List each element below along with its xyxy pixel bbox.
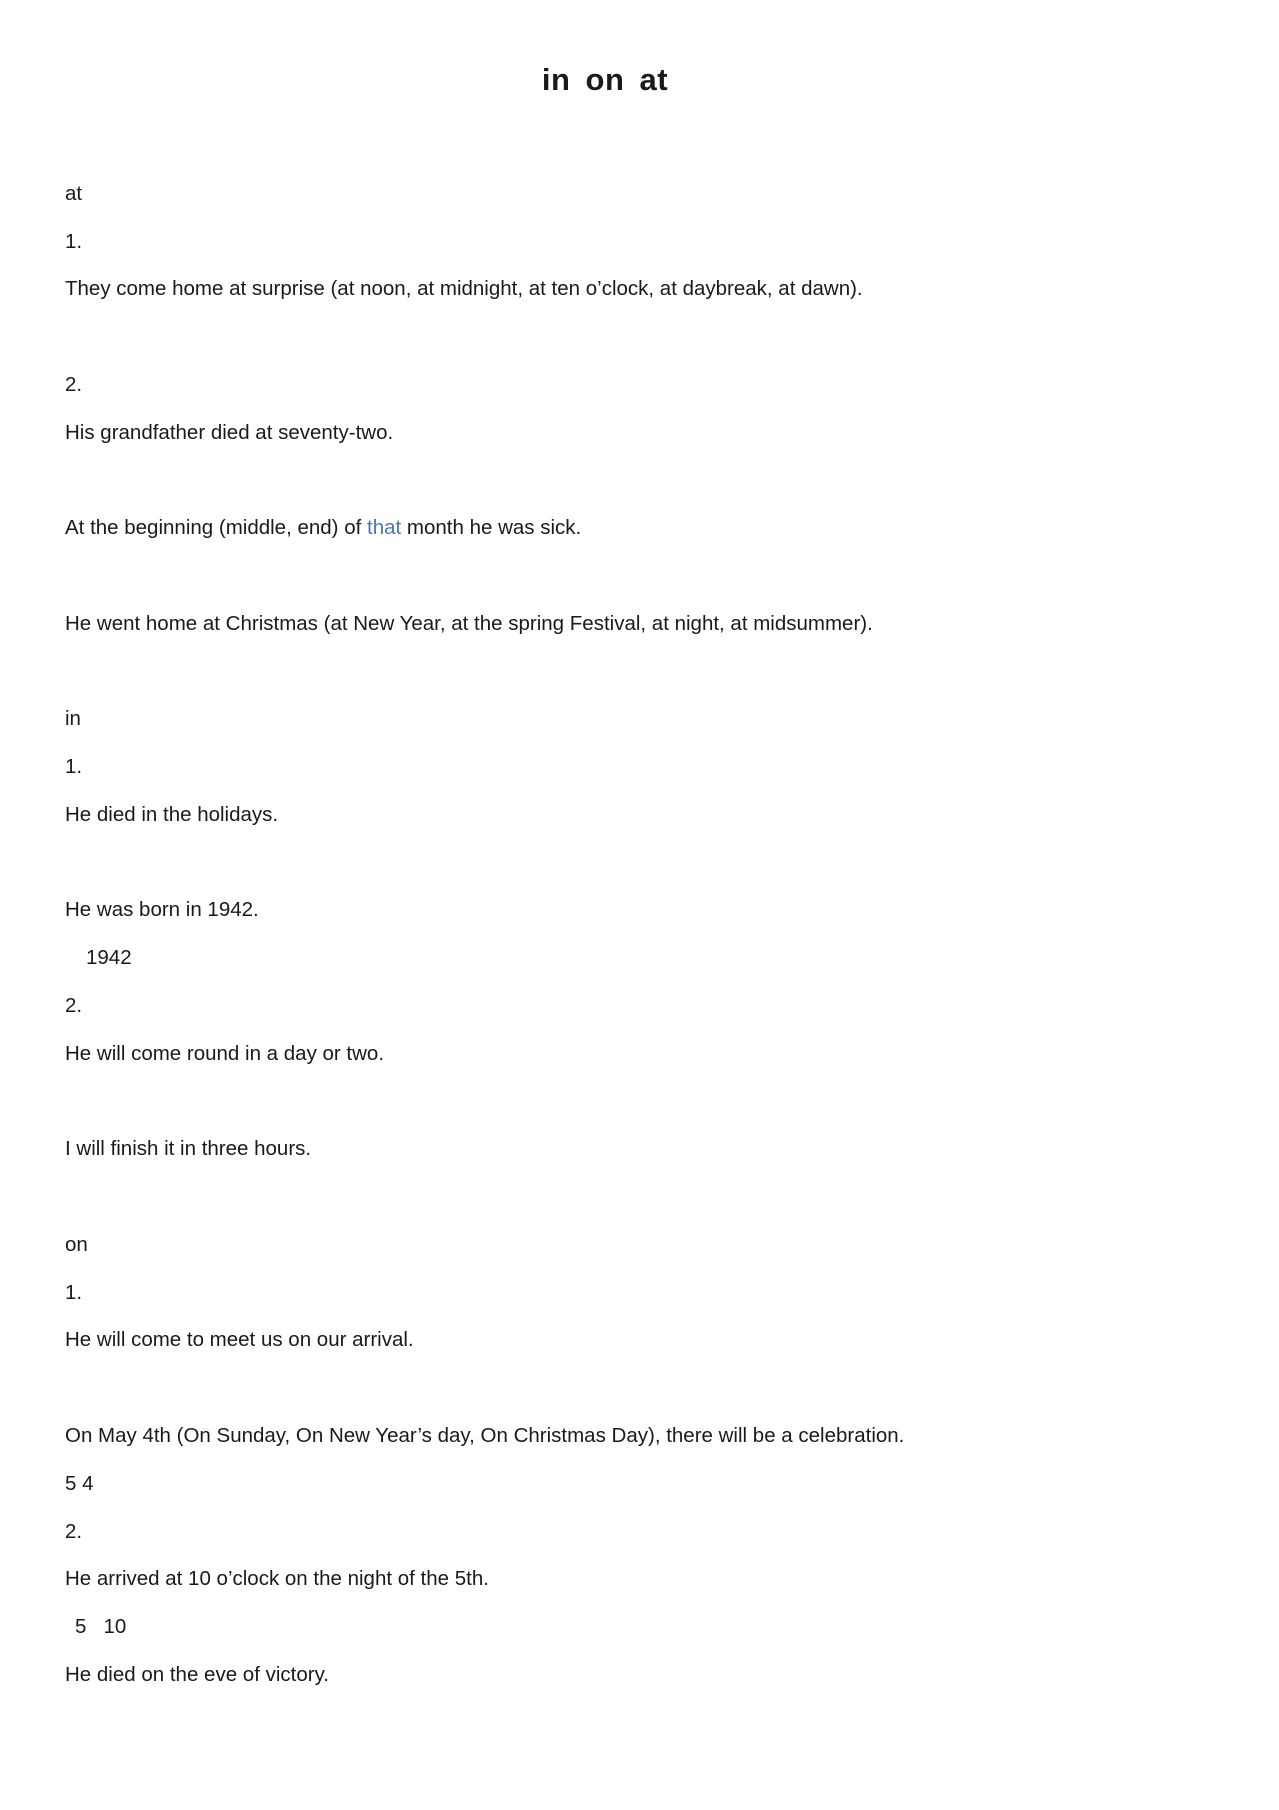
item-number: 1. [65,230,83,253]
example-sentence [65,516,581,540]
example-sentence: He arrived at 10 o’clock on the night of the 5th. [65,1567,489,1590]
example-sentence: On May 4th (On Sunday, On New Year’s day, On Christmas Day), there will be a celebration. [65,1424,905,1447]
page-title: in on at [541,62,669,97]
example-sentence: He will come to meet us on our arrival. [65,1328,414,1351]
section-heading-at: at [65,182,83,205]
translation-fragment: 1942 [86,946,132,969]
example-sentence: His grandfather died at seventy-two. [65,421,394,444]
example-sentence: He was born in 1942. [65,898,259,921]
sentence-part: At the beginning (middle, end) of [65,516,367,539]
section-heading-on: on [65,1233,88,1256]
section-heading-in: in [65,707,81,730]
example-sentence: They come home at surprise (at noon, at midnight, at ten o’clock, at daybreak, at dawn). [65,277,863,300]
item-number: 1. [65,1281,83,1304]
item-number: 2. [65,373,83,396]
example-sentence: He died in the holidays. [65,803,279,826]
example-sentence: He went home at Christmas (at New Year, at the spring Festival, at night, at midsummer). [65,612,873,635]
item-number: 2. [65,1520,83,1543]
example-sentence: He died on the eve of victory. [65,1663,329,1686]
translation-fragment: 5 4 [65,1472,94,1495]
item-number: 1. [65,755,83,778]
link-that[interactable]: that [367,516,402,539]
example-sentence: He will come round in a day or two. [65,1042,385,1065]
item-number: 2. [65,994,83,1017]
example-sentence: I will finish it in three hours. [65,1137,312,1160]
translation-fragment: 5 10 [75,1615,127,1638]
sentence-part: month he was sick. [401,516,582,539]
